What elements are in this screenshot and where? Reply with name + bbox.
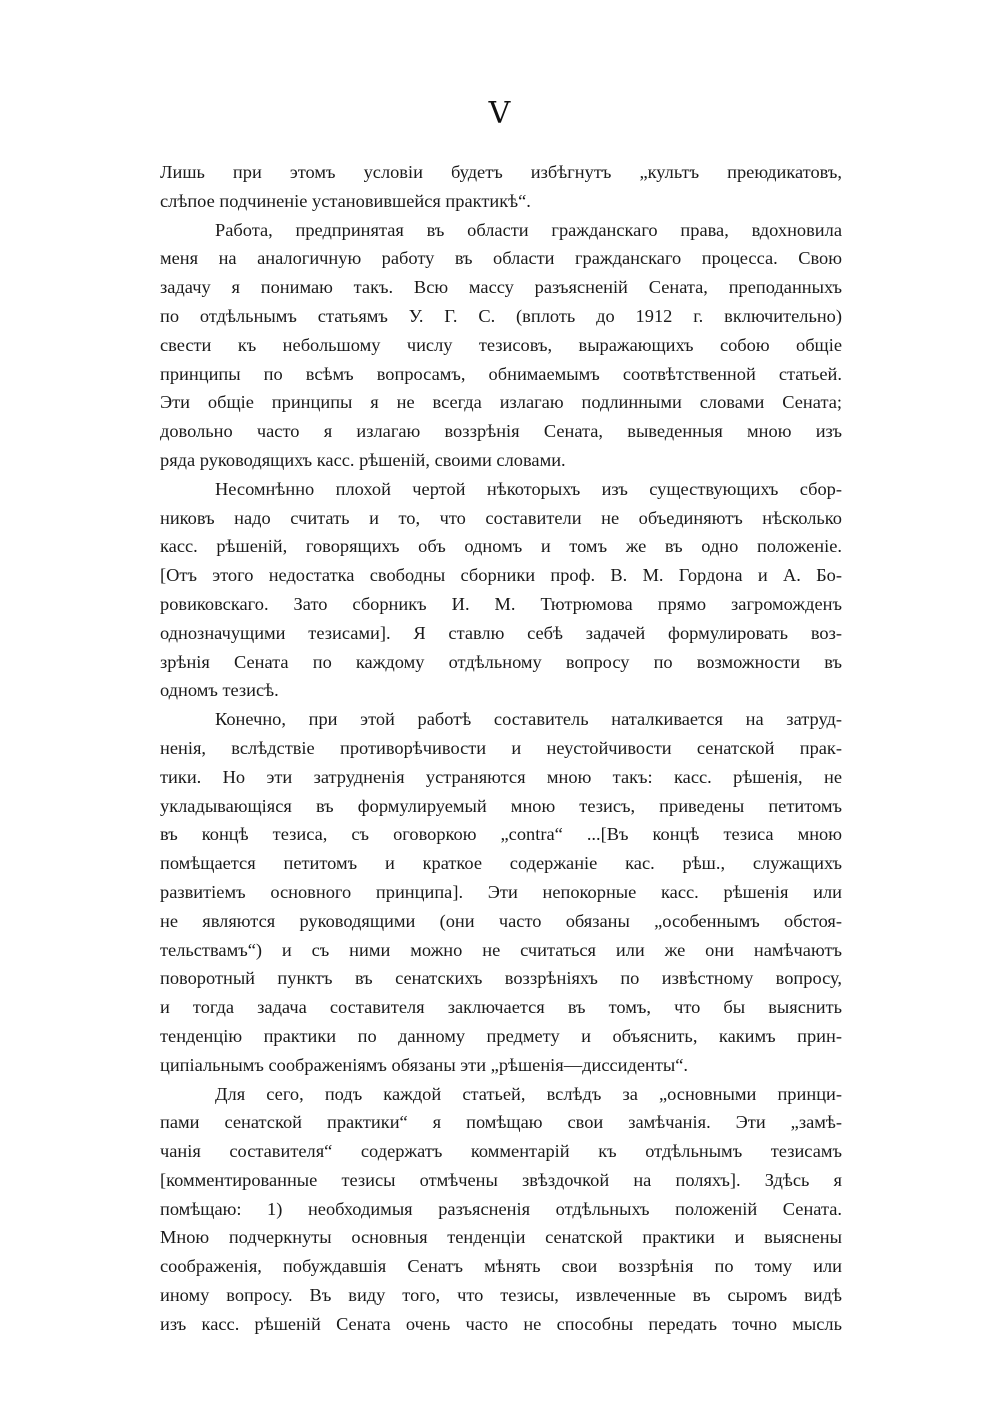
text-line: поворотный пунктъ въ сенатскихъ воззрѣніяхъ по извѣстному вопросу, xyxy=(160,968,842,989)
text-line: слѣпое подчиненіе установившейся практикѣ“. xyxy=(160,190,531,211)
text-line: изъ касс. рѣшеній Сената очень часто не способны передать точно мысль xyxy=(160,1313,842,1334)
text-line: Несомнѣнно плохой чертой нѣкоторыхъ изъ существующихъ сбор- xyxy=(215,478,842,499)
text-line: никовъ надо считать и то, что составители не объединяютъ нѣсколько xyxy=(160,507,842,528)
text-line: укладывающіяся въ формулируемый мною тезисъ, приведены петитомъ xyxy=(160,795,842,816)
text-line: [комментированные тезисы отмѣчены звѣздочкой на поляхъ]. Здѣсь я xyxy=(160,1169,842,1190)
text-line: Мною подчеркнуты основныя тенденціи сенатской практики и выяснены xyxy=(160,1227,842,1248)
text-line: помѣщаю: 1) необходимыя разъясненія отдѣльныхъ положеній Сената. xyxy=(160,1198,842,1219)
text-line: принципы по всѣмъ вопросамъ, обнимаемымъ соотвѣтственной статьей. xyxy=(160,363,842,384)
text-line: Эти общіе принципы я не всегда излагаю подлинными словами Сената; xyxy=(160,392,842,413)
text-line: по отдѣльнымъ статьямъ У. Г. С. (вплоть до 1912 г. включительно) xyxy=(160,305,842,326)
text-line: развитіемъ основного принципа]. Эти непокорные касс. рѣшенія или xyxy=(160,881,842,902)
text-line: тельствамъ“) и съ ними можно не считаться или же они намѣчаютъ xyxy=(160,939,842,960)
text-line: однозначущими тезисами]. Я ставлю себѣ задачей формулировать воз- xyxy=(160,622,842,643)
text-line: въ концѣ тезиса, съ оговоркою „contra“ ...[Въ концѣ тезиса мною xyxy=(160,824,842,845)
text-line: Работа, предпринятая въ области гражданскаго права, вдохновила xyxy=(215,219,842,240)
paragraph xyxy=(160,475,842,705)
text-line: ненія, вслѣдствіе противорѣчивости и неустойчивости сенатской прак- xyxy=(160,737,842,758)
text-line: довольно часто я излагаю воззрѣнія Сената, выведенныя мною изъ xyxy=(160,421,842,442)
text-line: пами сенатской практики“ я помѣщаю свои замѣчанія. Эти „замѣ- xyxy=(160,1112,842,1133)
text-line: [Отъ этого недостатка свободны сборники проф. В. М. Гордона и А. Бо- xyxy=(160,565,842,586)
text-line: меня на аналогичную работу въ области гражданскаго процесса. Свою xyxy=(160,248,842,269)
text-line: ровиковскаго. Зато сборникъ И. М. Тютрюмова прямо загроможденъ xyxy=(160,593,842,614)
text-line: зрѣнія Сената по каждому отдѣльному вопросу по возможности въ xyxy=(160,651,842,672)
text-line: чанія составителя“ содержатъ комментарій къ отдѣльнымъ тезисамъ xyxy=(160,1141,842,1162)
text-line: касс. рѣшеній, говорящихъ объ одномъ и томъ же въ одно положеніе. xyxy=(160,536,842,557)
text-line: тенденцію практики по данному предмету и объяснить, какимъ прин- xyxy=(160,1025,842,1046)
paragraph xyxy=(160,1080,842,1339)
paragraph xyxy=(160,216,842,475)
text-line: Конечно, при этой работѣ составитель наталкивается на затруд- xyxy=(215,709,842,730)
text-line: ряда руководящихъ касс. рѣшеній, своими словами. xyxy=(160,449,566,470)
text-line: не являются руководящими (они часто обязаны „особеннымъ обстоя- xyxy=(160,910,842,931)
body-text xyxy=(160,158,842,1339)
text-line: ципіальнымъ соображеніямъ обязаны эти „рѣшенія—диссиденты“. xyxy=(160,1054,689,1075)
text-line: соображенія, побуждавшія Сенатъ мѣнять свои воззрѣнія по тому или xyxy=(160,1256,842,1277)
text-line: тики. Но эти затрудненія устраняются мною такъ: касс. рѣшенія, не xyxy=(160,766,842,787)
text-line: и тогда задача составителя заключается въ томъ, что бы выяснить xyxy=(160,997,842,1018)
paragraph xyxy=(160,705,842,1079)
text-line: задачу я понимаю такъ. Всю массу разъясненій Сената, преподанныхъ xyxy=(160,277,842,298)
text-line: Лишь при этомъ условіи будетъ избѣгнутъ „культъ преюдикатовъ, xyxy=(160,162,842,182)
text-line: помѣщается петитомъ и краткое содержаніе кас. рѣш., служащихъ xyxy=(160,853,842,874)
text-line: одномъ тезисѣ. xyxy=(160,680,279,701)
text-line: свести къ небольшому числу тезисовъ, выражающихъ собою общіе xyxy=(160,334,842,355)
text-line: иному вопросу. Въ виду того, что тезисы, извлеченные въ сыромъ видѣ xyxy=(160,1285,842,1306)
page-number: V xyxy=(488,96,512,131)
text-line: Для сего, подъ каждой статьей, вслѣдъ за „основными принци- xyxy=(215,1083,842,1104)
paragraph xyxy=(160,158,842,216)
